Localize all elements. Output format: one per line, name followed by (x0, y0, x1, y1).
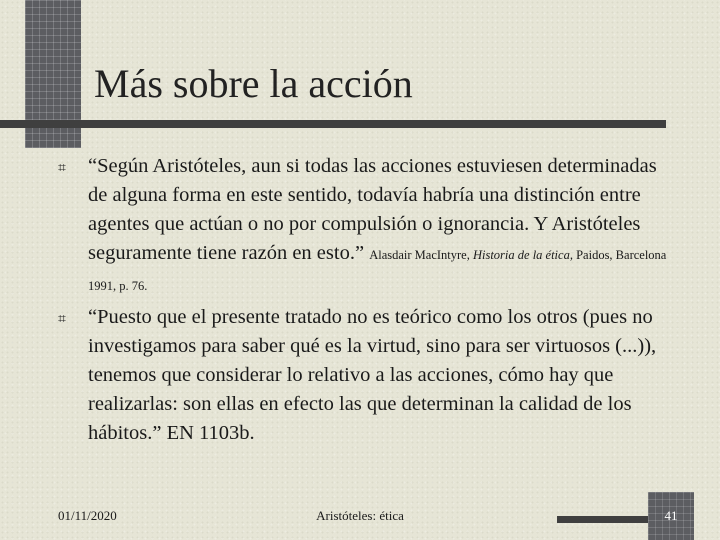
bullet-item-2 (58, 303, 668, 448)
slide-title: Más sobre la acción (94, 61, 413, 106)
bullet-list (58, 152, 668, 448)
bullet-item-1 (58, 152, 668, 301)
footer-title: Aristóteles: ética (316, 508, 404, 523)
citation-details: Paidos, Barcelona 1991, p. 76. (88, 248, 667, 293)
citation-author: Alasdair MacIntyre, (369, 248, 470, 262)
citation-work: Historia de la ética, (472, 248, 573, 262)
footer-date: 01/11/2020 (58, 508, 117, 523)
title-underline-rule (0, 120, 666, 128)
bullet-2-quote: “Puesto que el presente tratado no es teórico como los otros (pues no investigamos para saber qué es la virtud, sino para ser virtuosos (...)), tenemos que considerar lo relativo a las acciones, cómo hay que realizarlas: son ellas en efecto las que determinan la calidad de los hábitos.” EN 1103b. (88, 306, 657, 444)
hash-bullet-icon: ⌗ (58, 311, 66, 327)
page-number: 41 (664, 508, 678, 523)
hash-bullet-icon: ⌗ (58, 160, 66, 176)
bullet-1-quote: “Según Aristóteles, aun si todas las acciones estuviesen determinadas de alguna forma en este sentido, todavía habría una distinción entre agentes que actúan o no por compulsión o ignorancia. Y Aristóteles seguramente tiene razón en esto.” (88, 155, 657, 264)
